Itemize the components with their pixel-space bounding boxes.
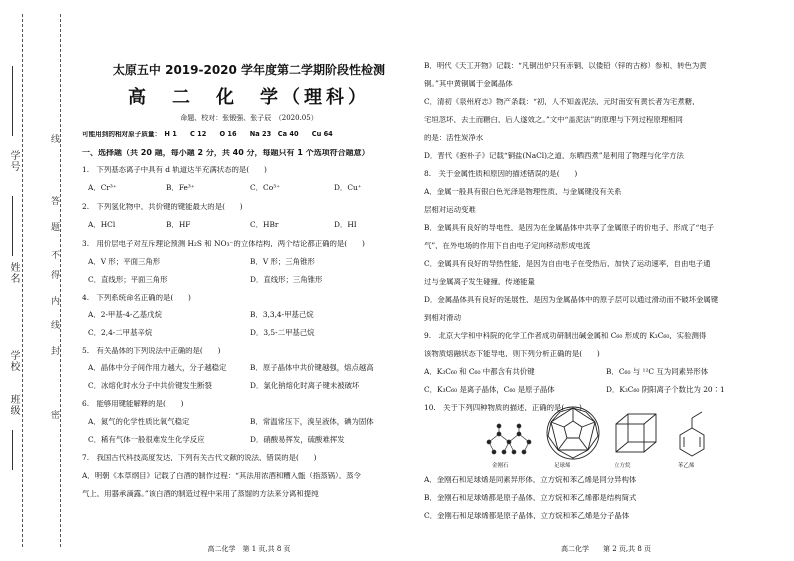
option-b: B．原子晶体中共价键越强，熔点越高 <box>250 363 374 372</box>
option-c: C．HBr <box>250 220 279 229</box>
question-stem: 8. 关于金属性质和原因的描述错误的是( ) <box>424 170 578 178</box>
exam-page-2 <box>424 0 788 561</box>
question-stem: 2. 下列氢化物中，共价键的键能最大的是( ) <box>82 203 243 211</box>
question-stem: 9. 北京大学和中科院的化学工作者成功研制出碱金属和 C₆₀ 形成的 K₃C₆₀，实验测得 <box>424 332 707 340</box>
text-line: 层相对运动变难 <box>424 206 476 214</box>
seal-char: 不 <box>49 250 59 259</box>
question-stem: 4. 下列系统命名正确的是( ) <box>82 294 191 302</box>
option-a: A．金刚石和足球烯是同素异形体，立方烷和苯乙烯是同分异构体 <box>424 476 637 484</box>
exam-title: 太原五中 2019-2020 学年度第二学期阶段性检测 <box>112 63 386 77</box>
text-line: C．清初《泉州府志》物产条载：“初，人不知盖泥法，元时南安有黄长者为宅煮糖， <box>424 98 700 106</box>
option-a-line: A．明朝《本草纲目》记载了白酒的制作过程：“其法用浓酒和糟入甑（指蒸锅），蒸令 <box>82 472 361 480</box>
styrene-icon <box>676 410 716 458</box>
class-blank <box>12 430 13 470</box>
option-b: B．HF <box>166 220 191 229</box>
option-d: D．Cu⁺ <box>334 183 362 192</box>
seal-char: 内 <box>49 296 59 305</box>
seal-char: 得 <box>49 270 59 279</box>
option-d: D．氯化钠熔化时离子键未被破坏 <box>250 381 360 390</box>
page-footer: 高二化学 第 2 页,共 8 页 <box>560 545 652 553</box>
text-line: 的是：活性炭净水 <box>424 134 484 142</box>
exam-page-1 <box>82 0 416 561</box>
option-b: B．常温常压下，溴呈液体，碘为固体 <box>250 417 374 426</box>
option-d: D．K₃C₆₀ 阴阳离子个数比为 20∶1 <box>606 385 725 394</box>
option-c: C．K₃C₆₀ 是离子晶体，C₆₀ 是原子晶体 <box>424 385 555 394</box>
text-line: B．明代《天工开物》记载：“凡铜出炉只有赤铜，以倭铅（锌的古称）参和，转色为黄 <box>424 62 707 70</box>
option-a: A．K₃C₆₀ 和 C₆₀ 中都含有共价键 <box>424 367 535 376</box>
option-c: C．冰熔化时水分子中共价键发生断裂 <box>88 381 212 390</box>
option-c: C．2,4-二甲基辛烷 <box>88 328 153 337</box>
question-stem: 7. 我国古代科技高度发达，下列有关古代文献的说法，错误的是( ) <box>82 454 317 462</box>
option-a: A．HCl <box>88 220 116 229</box>
option-d: D．硝酸易挥发，硫酸难挥发 <box>250 435 345 444</box>
student-no-blank <box>12 66 13 136</box>
option-c: C．金刚石和足球烯都是原子晶体，立方烷和苯乙烯是分子晶体 <box>424 512 630 520</box>
option-b: B．金刚石和足球烯都是原子晶体，立方烷和苯乙烯都是结构简式 <box>424 494 637 502</box>
text-line: 铜。”其中黄铜属于金属晶体 <box>424 80 513 88</box>
option-c: C．直线形；平面三角形 <box>88 275 168 284</box>
text-line: 宅垣忽坏，去土而糖白，后人遂效之。”文中“盖泥法”的原理与下列过程原理相同 <box>424 116 683 124</box>
school-class-label: 学校 班级 <box>8 350 19 416</box>
option-a: A．V 形；平面三角形 <box>88 257 161 266</box>
seal-char: 封 <box>49 346 59 355</box>
option-c: C．Co³⁺ <box>250 183 281 192</box>
name-label: 姓名 <box>8 262 19 284</box>
page-footer: 高二化学 第 1 页,共 8 页 <box>207 545 291 553</box>
question-stem: 5. 有关晶体的下列说法中正确的是( ) <box>82 347 221 355</box>
text-line: 气”，在外电场的作用下自由电子定向移动形成电流 <box>424 242 591 250</box>
authors-line: 命题、校对：张锻强、张子辰 （2020.05） <box>180 114 318 122</box>
text-line: C．金属具有良好的导热性能，是因为自由电子在受热后，加快了运动速率，自由电子通 <box>424 260 711 268</box>
option-a-line: 气上，用器承滴露。”该白酒的制造过程中采用了蒸馏的方法来分离和提纯 <box>82 490 319 498</box>
text-line: B．金属具有良好的导电性，是因为在金属晶体中共享了金属原子的价电子，形成了“电子 <box>424 224 715 232</box>
question-stem: 3. 用价层电子对互斥理论预测 H₂S 和 NO₃⁻的立体结构，两个结论都正确的是( ) <box>82 240 365 248</box>
figure-caption: 足球烯 <box>554 463 571 469</box>
binding-margin <box>0 0 78 561</box>
option-d: D．3,5-二甲基己烷 <box>250 328 315 337</box>
student-no-label: 学号 <box>8 150 19 172</box>
option-a: A．氮气的化学性质比氧气稳定 <box>88 417 190 426</box>
cut-line-outer <box>22 14 23 547</box>
option-a: A．晶体中分子间作用力越大，分子越稳定 <box>88 363 227 372</box>
seal-char: 题 <box>49 222 59 231</box>
subject-title: 高 二 化 学（理科） <box>128 87 370 108</box>
seal-char: 答 <box>49 196 59 205</box>
name-blank <box>12 196 13 256</box>
figure-caption: 金刚石 <box>492 463 509 469</box>
option-b: B．C₆₀ 与 ¹²C 互为同素异形体 <box>606 367 709 376</box>
seal-char: 线 <box>49 134 59 143</box>
option-d: D．HI <box>334 220 357 229</box>
option-c: C．稀有气体一般很难发生化学反应 <box>88 435 205 444</box>
question-stem: 10. 关于下列四种物质的描述，正确的是( ) <box>424 404 582 412</box>
structure-figures <box>484 404 734 476</box>
cubane-icon <box>612 410 660 458</box>
text-line: 该物质熔融状态下能导电，则下列分析正确的是( ) <box>424 350 600 358</box>
text-line: D．金属晶体具有良好的延展性，是因为金属晶体中的原子层可以通过滑动而不破坏金属键 <box>424 296 719 304</box>
text-line: 过与金属离子发生碰撞，传递能量 <box>424 278 535 286</box>
diamond-structure-icon <box>484 422 534 462</box>
section-heading: 一、选择题（共 20 题，每小题 2 分，共 40 分，每题只有 1 个选项符合题意） <box>82 149 370 157</box>
option-d: D．直线形；三角锥形 <box>250 275 323 284</box>
option-b: B．Fe³⁺ <box>166 183 195 192</box>
text-line: D．晋代《抱朴子》记载“铜盐(NaCl)之道，东晒西煮”是利用了物理与化学方法 <box>424 152 684 160</box>
text-line: A．金属一般具有银白色光泽是物理性质，与金属键没有关系 <box>424 188 622 196</box>
option-a: A．2-甲基-4-乙基戊烷 <box>88 310 162 319</box>
option-a: A．Cr³⁺ <box>88 183 117 192</box>
option-b: B．3,3,4-甲基己烷 <box>250 310 314 319</box>
question-stem: 6. 能够用键能解释的是( ) <box>82 400 184 408</box>
question-stem: 1. 下列基态离子中具有 d 轨道达半充满状态的是( ) <box>82 166 267 174</box>
figure-caption: 立方烷 <box>614 463 631 469</box>
figure-caption: 苯乙烯 <box>678 463 695 469</box>
option-b: B．V 形；三角锥形 <box>250 257 315 266</box>
cut-line-inner <box>60 14 61 547</box>
seal-char: 密 <box>49 410 59 419</box>
text-line: 到相对滑动 <box>424 314 461 322</box>
seal-char: 线 <box>49 320 59 329</box>
atomic-masses: 可能用到的相对原子质量： H 1 C 12 O 16 Na 23 Ca 40 Cu 64 <box>82 131 333 138</box>
fullerene-icon <box>544 404 602 462</box>
